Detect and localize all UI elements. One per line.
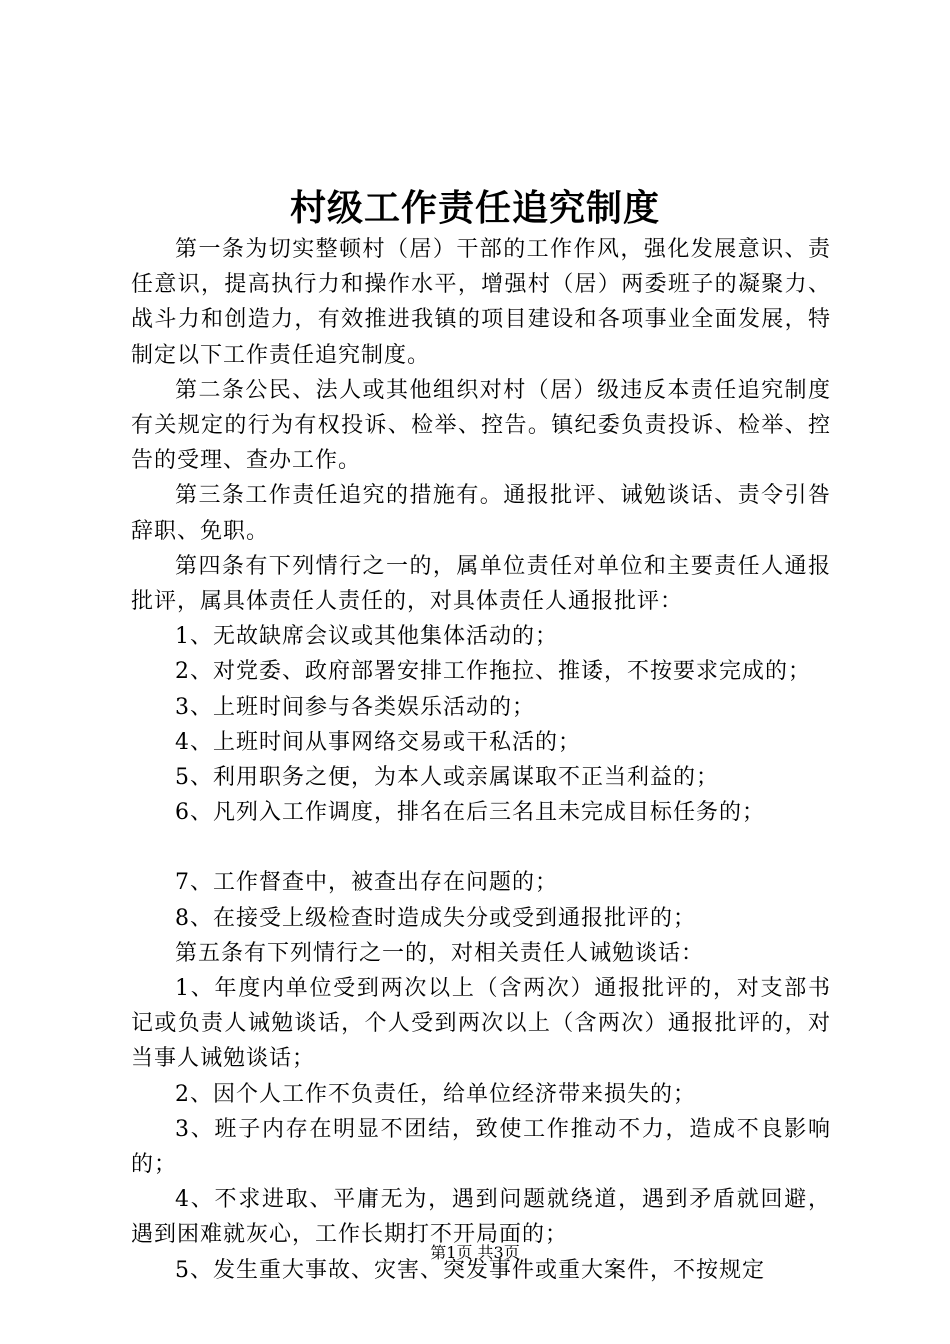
paragraph-article-2: 第二条公民、法人或其他组织对村（居）级违反本责任追究制度有关规定的行为有权投诉、检举、控告。镇纪委负责投诉、检举、控告的受理、查办工作。 [131,377,831,474]
list-item: 3、上班时间参与各类娱乐活动的； [175,694,535,720]
blank-line [131,830,831,865]
list-item: 4、不求进取、平庸无为，遇到问题就绕道，遇到矛盾就回避，遇到困难就灰心，工作长期打不开局面的； [131,1187,831,1248]
paragraph-article-5: 第五条有下列情行之一的，对相关责任人诫勉谈话： [175,940,705,966]
list-item: 7、工作督查中，被查出存在问题的； [175,870,558,896]
paragraph-article-4: 第四条有下列情行之一的，属单位责任对单位和主要责任人通报批评，属具体责任人责任的，对具体责任人通报批评： [131,553,831,615]
page-footer: 第1页 共3页 [430,1243,520,1262]
list-item: 3、班子内存在明显不团结，致使工作推动不力，造成不良影响的； [131,1116,831,1178]
list-item: 2、对党委、政府部署安排工作拖拉、推诿，不按要求完成的； [175,659,811,685]
document-title: 村级工作责任追究制度 [289,187,660,229]
list-item: 5、利用职务之便，为本人或亲属谋取不正当利益的； [175,765,719,791]
document-body [131,232,831,1288]
paragraph-article-3: 第三条工作责任追究的措施有。通报批评、诫勉谈话、责令引咎辞职、免职。 [131,483,831,544]
list-item: 5、发生重大事故、灾害、突发事件或重大案件，不按规定 [175,1257,765,1283]
list-item: 6、凡列入工作调度，排名在后三名且未完成目标任务的； [175,800,765,826]
list-item: 2、因个人工作不负责任，给单位经济带来损失的； [175,1081,696,1107]
list-item: 1、年度内单位受到两次以上（含两次）通报批评的，对支部书记或负责人诫勉谈话，个人受到两次以上（含两次）通报批评的，对当事人诫勉谈话； [131,976,831,1072]
paragraph-article-1: 第一条为切实整顿村（居）干部的工作作风，强化发展意识、责任意识，提高执行力和操作水平，增强村（居）两委班子的凝聚力、战斗力和创造力，有效推进我镇的项目建设和各项事业全面发展，特制定以下工作责任追究制度。 [131,237,831,368]
list-item: 1、无故缺席会议或其他集体活动的； [175,624,558,650]
list-item: 8、在接受上级检查时造成失分或受到通报批评的； [175,905,696,931]
list-item: 4、上班时间从事网络交易或干私活的； [175,729,581,755]
